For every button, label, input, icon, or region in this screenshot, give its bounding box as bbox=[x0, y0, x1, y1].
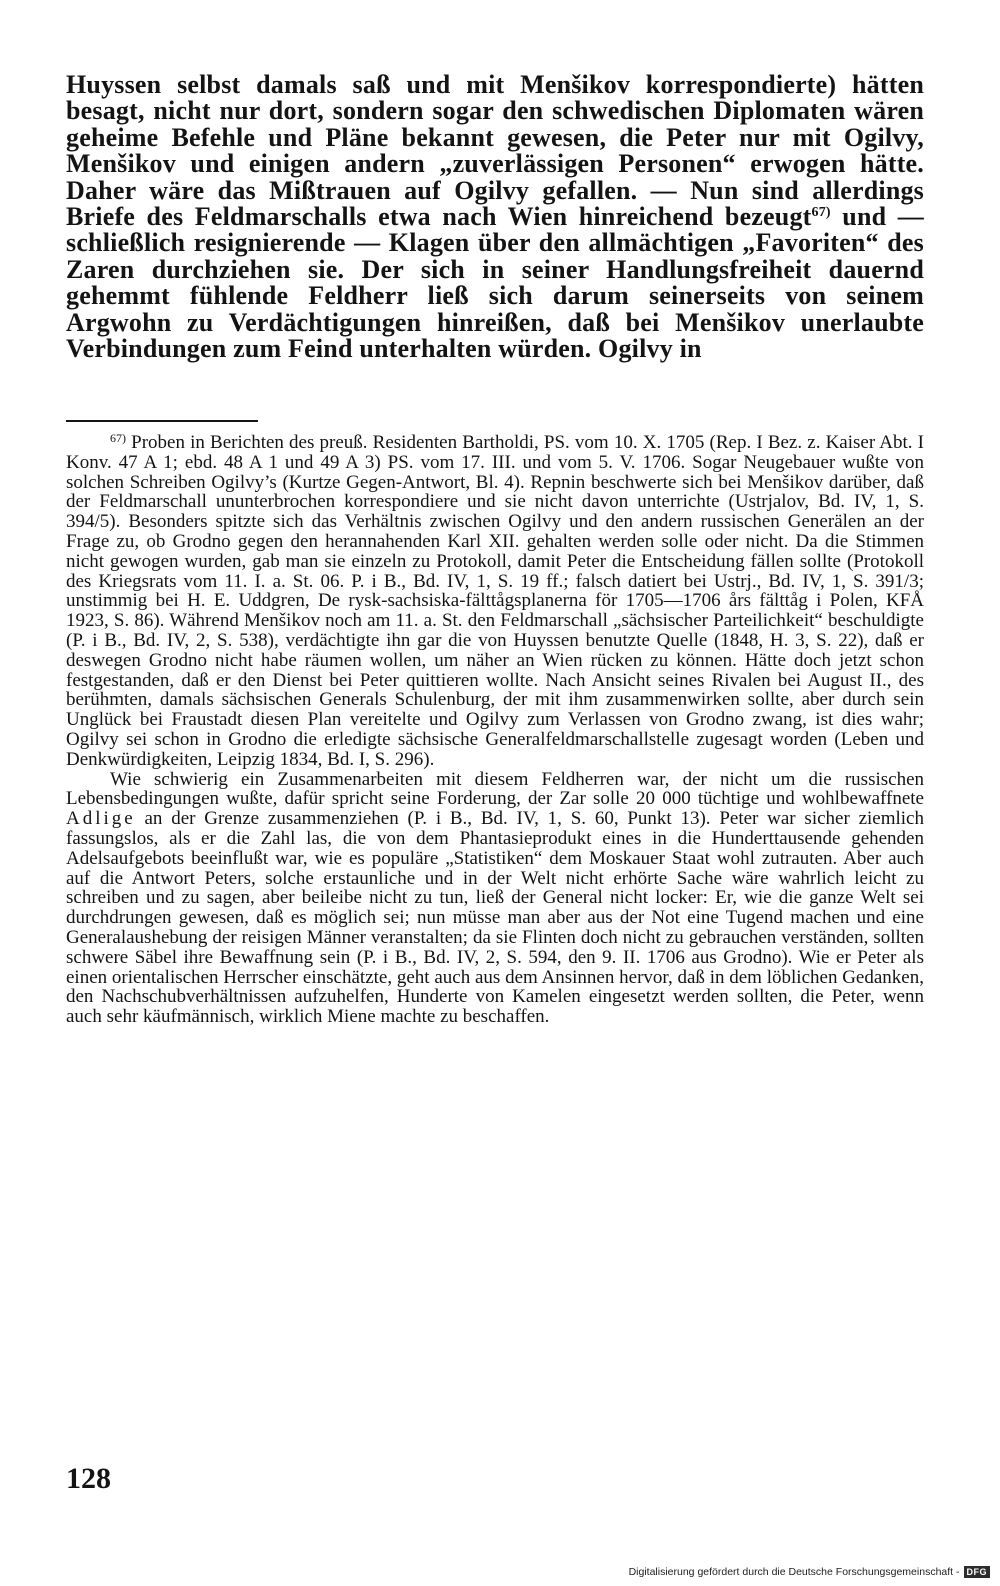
main-text-block bbox=[66, 72, 924, 362]
continuation-text-1: Wie schwierig ein Zusammenarbeiten mit diesem Feldherren war, der nicht um die russischen Lebensbedingungen wußte, dafür spricht seine Forderung, der Zar solle 20 000 tüchtige und wohlbewaffnete bbox=[66, 768, 924, 810]
footnote-67 bbox=[66, 433, 924, 770]
continuation-text-2: an der Grenze zusammenziehen (P. i B., Bd. IV, 1, S. 60, Punkt 13). Peter war sicher ziemlich fassungslos, als er die Zahl las, die von dem Phantasieprodukt eines in die Hunderttausende gehenden Adelsaufgebots beeinflußt war, wie es populäre „Statistiken“ dem Moskauer Staat wohl zutrauten. Aber auch auf die Antwort Peters, solche erstaunliche und in der Welt nicht erhörte Sache wäre wahrlich leicht zu schreiben und zu sagen, aber beileibe nicht zu tun, ließ der General nicht locker: Er, wie die ganze Welt sei durchdrungen gewesen, daß es möglich sei; nun müsse man aber aus der Not eine Tugend machen und eine Generalaushebung der reisigen Männer veranstalten; da sie Flinten doch nicht zu gebrauchen verständen, sollten schwere Säbel ihre Bewaffnung sein (P. i B., Bd. IV, 2, S. 594, den 9. II. 1706 aus Grodno). Wie er Peter als einen orientalischen Herrscher einschätzte, geht auch aus dem Ansinnen hervor, daß in dem löblichen Gedanken, den Nachschubverhältnissen aufzuhelfen, Hunderte von Kamelen eingesetzt werden sollten, die Peter, wenn auch sehr käufmännisch, wirklich Miene machte zu beschaffen. bbox=[66, 808, 924, 1028]
page-number: 128 bbox=[66, 1462, 111, 1495]
spaced-word-adlige: Adlige bbox=[66, 808, 136, 830]
dfg-logo: DFG bbox=[964, 1566, 991, 1578]
continuation-paragraph bbox=[66, 770, 924, 1027]
main-text-after-note: und — schließlich resignierende — Klagen über den allmächtigen „Favoriten“ des Zaren durchziehen sie. Der sich in seiner Handlungsfreiheit dauernd gehemmt fühlende Feldherr ließ sich darum seinerseits von seinem Argwohn zu Verdächtigungen hinreißen, daß bei Menšikov unerlaubte Verbindungen zum Feind unterhalten würden. Ogilvy in bbox=[66, 202, 924, 364]
footnote-reference[interactable]: 67) bbox=[811, 205, 831, 221]
digitization-footer bbox=[629, 1566, 990, 1578]
footnote-block bbox=[66, 433, 924, 1027]
footnote-text: Proben in Berichten des preuß. Residenten Bartholdi, PS. vom 10. X. 1705 (Rep. I Bez. z. Kaiser Abt. I Konv. 47 A 1; ebd. 48 A 1 und 49 A 3) PS. vom 17. III. und vom 5. V. 1706. Sogar Neugebauer wußte von solchen Schreiben Ogilvy’s (Kurtze Gegen-Antwort, Bl. 4). Repnin beschwerte sich bei Menšikov darüber, daß der Feldmarschall ununterbrochen korrespondiere und sie nicht davon unterrichte (Ustrjalov, Bd. IV, 1, S. 394/5). Besonders spitzte sich das Verhältnis zwischen Ogilvy und den andern russischen Generälen an der Frage zu, ob Grodno gegen den herannahenden Karl XII. gehalten werden solle oder nicht. Da die Stimmen nicht gewogen wurden, gab man sie einzeln zu Protokoll, damit Peter die Entscheidung fällen sollte (Protokoll des Kriegsrats vom 11. I. a. St. 06. P. i B., Bd. IV, 1, S. 19 ff.; falsch datiert bei Ustrj., Bd. IV, 1, S. 391/3; unstimmig bei H. E. Uddgren, De rysk-sachsiska-fälttågsplanerna för 1705—1706 års fälttåg i Polen, KFÅ 1923, S. 86). Während Menšikov noch am 11. a. St. den Feldmarschall „sächsischer Parteilichkeit“ beschuldigte (P. i B., Bd. IV, 2, S. 538), verdächtigte ihn gar die von Huyssen benutzte Quelle (1848, H. 3, S. 22), daß er deswegen Grodno nicht habe räumen wollen, um näher an Wien rücken zu können. Hätte doch jetzt schon festgestanden, daß er den Dienst bei Peter quittieren wollte. Nach Ansicht seines Rivalen bei August II., des berühmten, damals sächsischen Generals Schulenburg, der mit ihm zusammenwirken sollte, aber durch sein Unglück bei Fraustadt diesen Plan vereitelte und Ogilvy zum Verlassen von Grodno zwang, ist dies wahr; Ogilvy sei schon in Grodno die erledigte sächsische Generalfeldmarschallstelle zugesagt worden (Leben und Denkwürdigkeiten, Leipzig 1834, Bd. I, S. 296). bbox=[66, 432, 924, 770]
footnote-number: 67) bbox=[110, 431, 126, 445]
main-paragraph bbox=[66, 72, 924, 362]
footer-credit: Digitalisierung gefördert durch die Deutsche Forschungsgemeinschaft - bbox=[628, 1566, 960, 1578]
footnote-divider bbox=[66, 420, 258, 422]
main-text-before-note: Huyssen selbst damals saß und mit Menšikov korrespondierte) hätten besagt, nicht nur dort, sondern sogar den schwedischen Diplomaten wären geheime Befehle und Pläne bekannt gewesen, die Peter nur mit Ogilvy, Menšikov und einigen andern „zuverlässigen Personen“ erwogen hätte. Daher wäre das Mißtrauen auf Ogilvy gefallen. — Nun sind allerdings Briefe des Feldmarschalls etwa nach Wien hinreichend bezeugt bbox=[66, 70, 924, 232]
